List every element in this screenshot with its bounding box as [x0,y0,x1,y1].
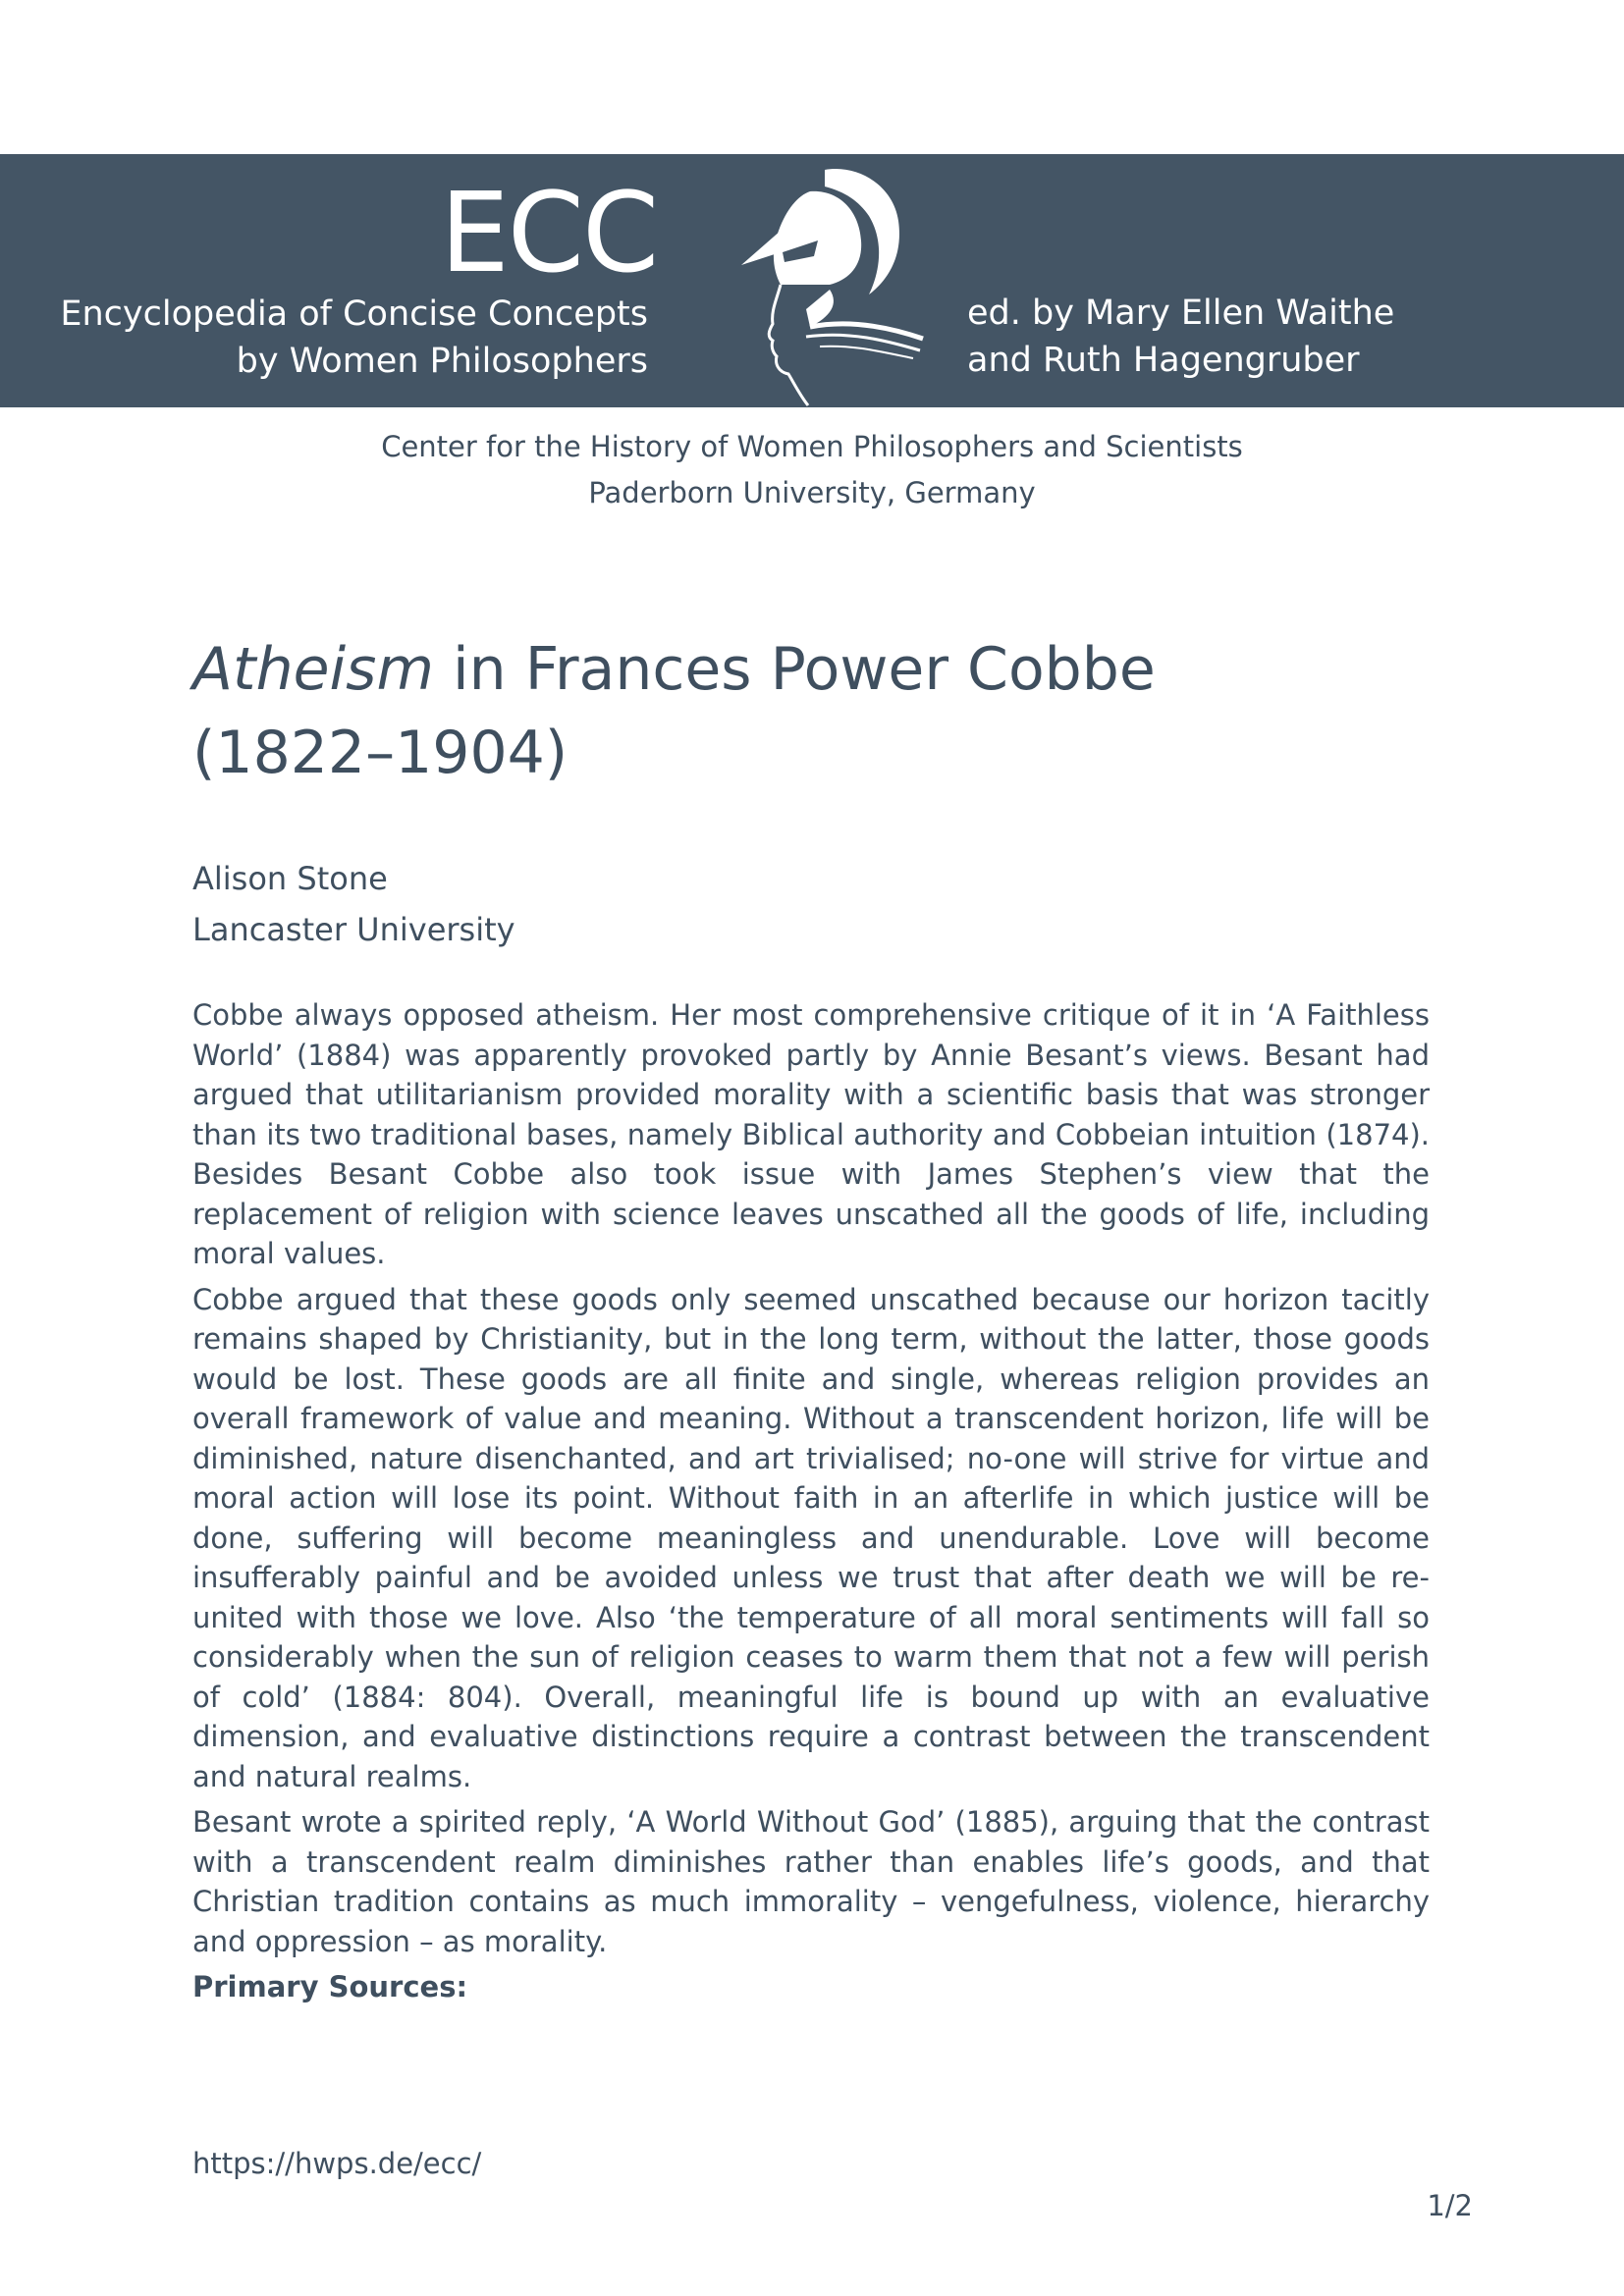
editors-line2: and Ruth Hagengruber [967,341,1360,380]
editors-line1: ed. by Mary Ellen Waithe [967,294,1395,333]
ecc-logo-text: ECC [440,170,658,297]
paragraph: Cobbe argued that these goods only seemed unscathed because our horizon tacitly remains shaped by Christianity, but in the long term, without the latter, those goods would be lost. These goods are all finite and single, whereas religion provides an overall framework of value and meaning. Without a transcendent horizon, life will be diminished, nature disenchanted, and art trivialised; no-one will strive for virtue and moral action will lose its point. Without faith in an afterlife in which justice will be done, suffering will become meaningless and unendurable. Love will become insufferably painful and be avoided unless we trust that after death we will be re-united with those we love. Also ‘the temperature of all moral sentiments will fall so considerably when the sun of religion ceases to warm them that not a few will perish of cold’ (1884: 804). Overall, meaningful life is bound up with an evaluative dimension, and evaluative distinctions require a contrast between the transcendent and natural realms. [192,1282,1430,1793]
article-title-rest: in Frances Power Cobbe [433,635,1156,704]
article-title-line1 [192,628,1430,712]
article-title [192,628,1430,795]
primary-sources-heading: Primary Sources: [192,1970,468,2003]
encyclopedia-title [59,291,648,385]
encyclopedia-title-line1: Encyclopedia of Concise Concepts [60,294,648,334]
editors [967,290,1478,384]
footer-url[interactable]: https://hwps.de/ecc/ [192,2147,482,2180]
paragraph: Cobbe always opposed atheism. Her most comprehensive critique of it in ‘A Faithless World’ (1884) was apparently provoked partly by Annie Besant’s views. Besant had argued that utilitarianism provided morality with a scientific basis that was stronger than its two traditional bases, namely Biblical authority and Cobbeian intuition (1874). Besides Besant Cobbe also took issue with James Stephen’s view that the replacement of religion with science leaves unscathed all the goods of life, including moral values. [192,998,1430,1270]
page-number: 1/2 [1427,2189,1473,2222]
article-body [192,995,1430,1967]
institution-name: Center for the History of Women Philosophers and Scientists [381,430,1243,463]
encyclopedia-title-line2: by Women Philosophers [236,342,648,381]
paragraph: Besant wrote a spirited reply, ‘A World Without God’ (1885), arguing that the contrast with a transcendent realm diminishes rather than enables life’s goods, and that Christian tradition contains as much immorality – vengefulness, violence, hierarchy and oppression – as morality. [192,1805,1430,1958]
institution-location: Paderborn University, Germany [588,476,1036,509]
author-name: Alison Stone [192,860,388,897]
athena-helmet-icon [712,162,933,407]
author-affiliation: Lancaster University [192,911,515,948]
article-title-italic: Atheism [192,635,434,704]
article-title-line2: (1822–1904) [192,719,568,787]
